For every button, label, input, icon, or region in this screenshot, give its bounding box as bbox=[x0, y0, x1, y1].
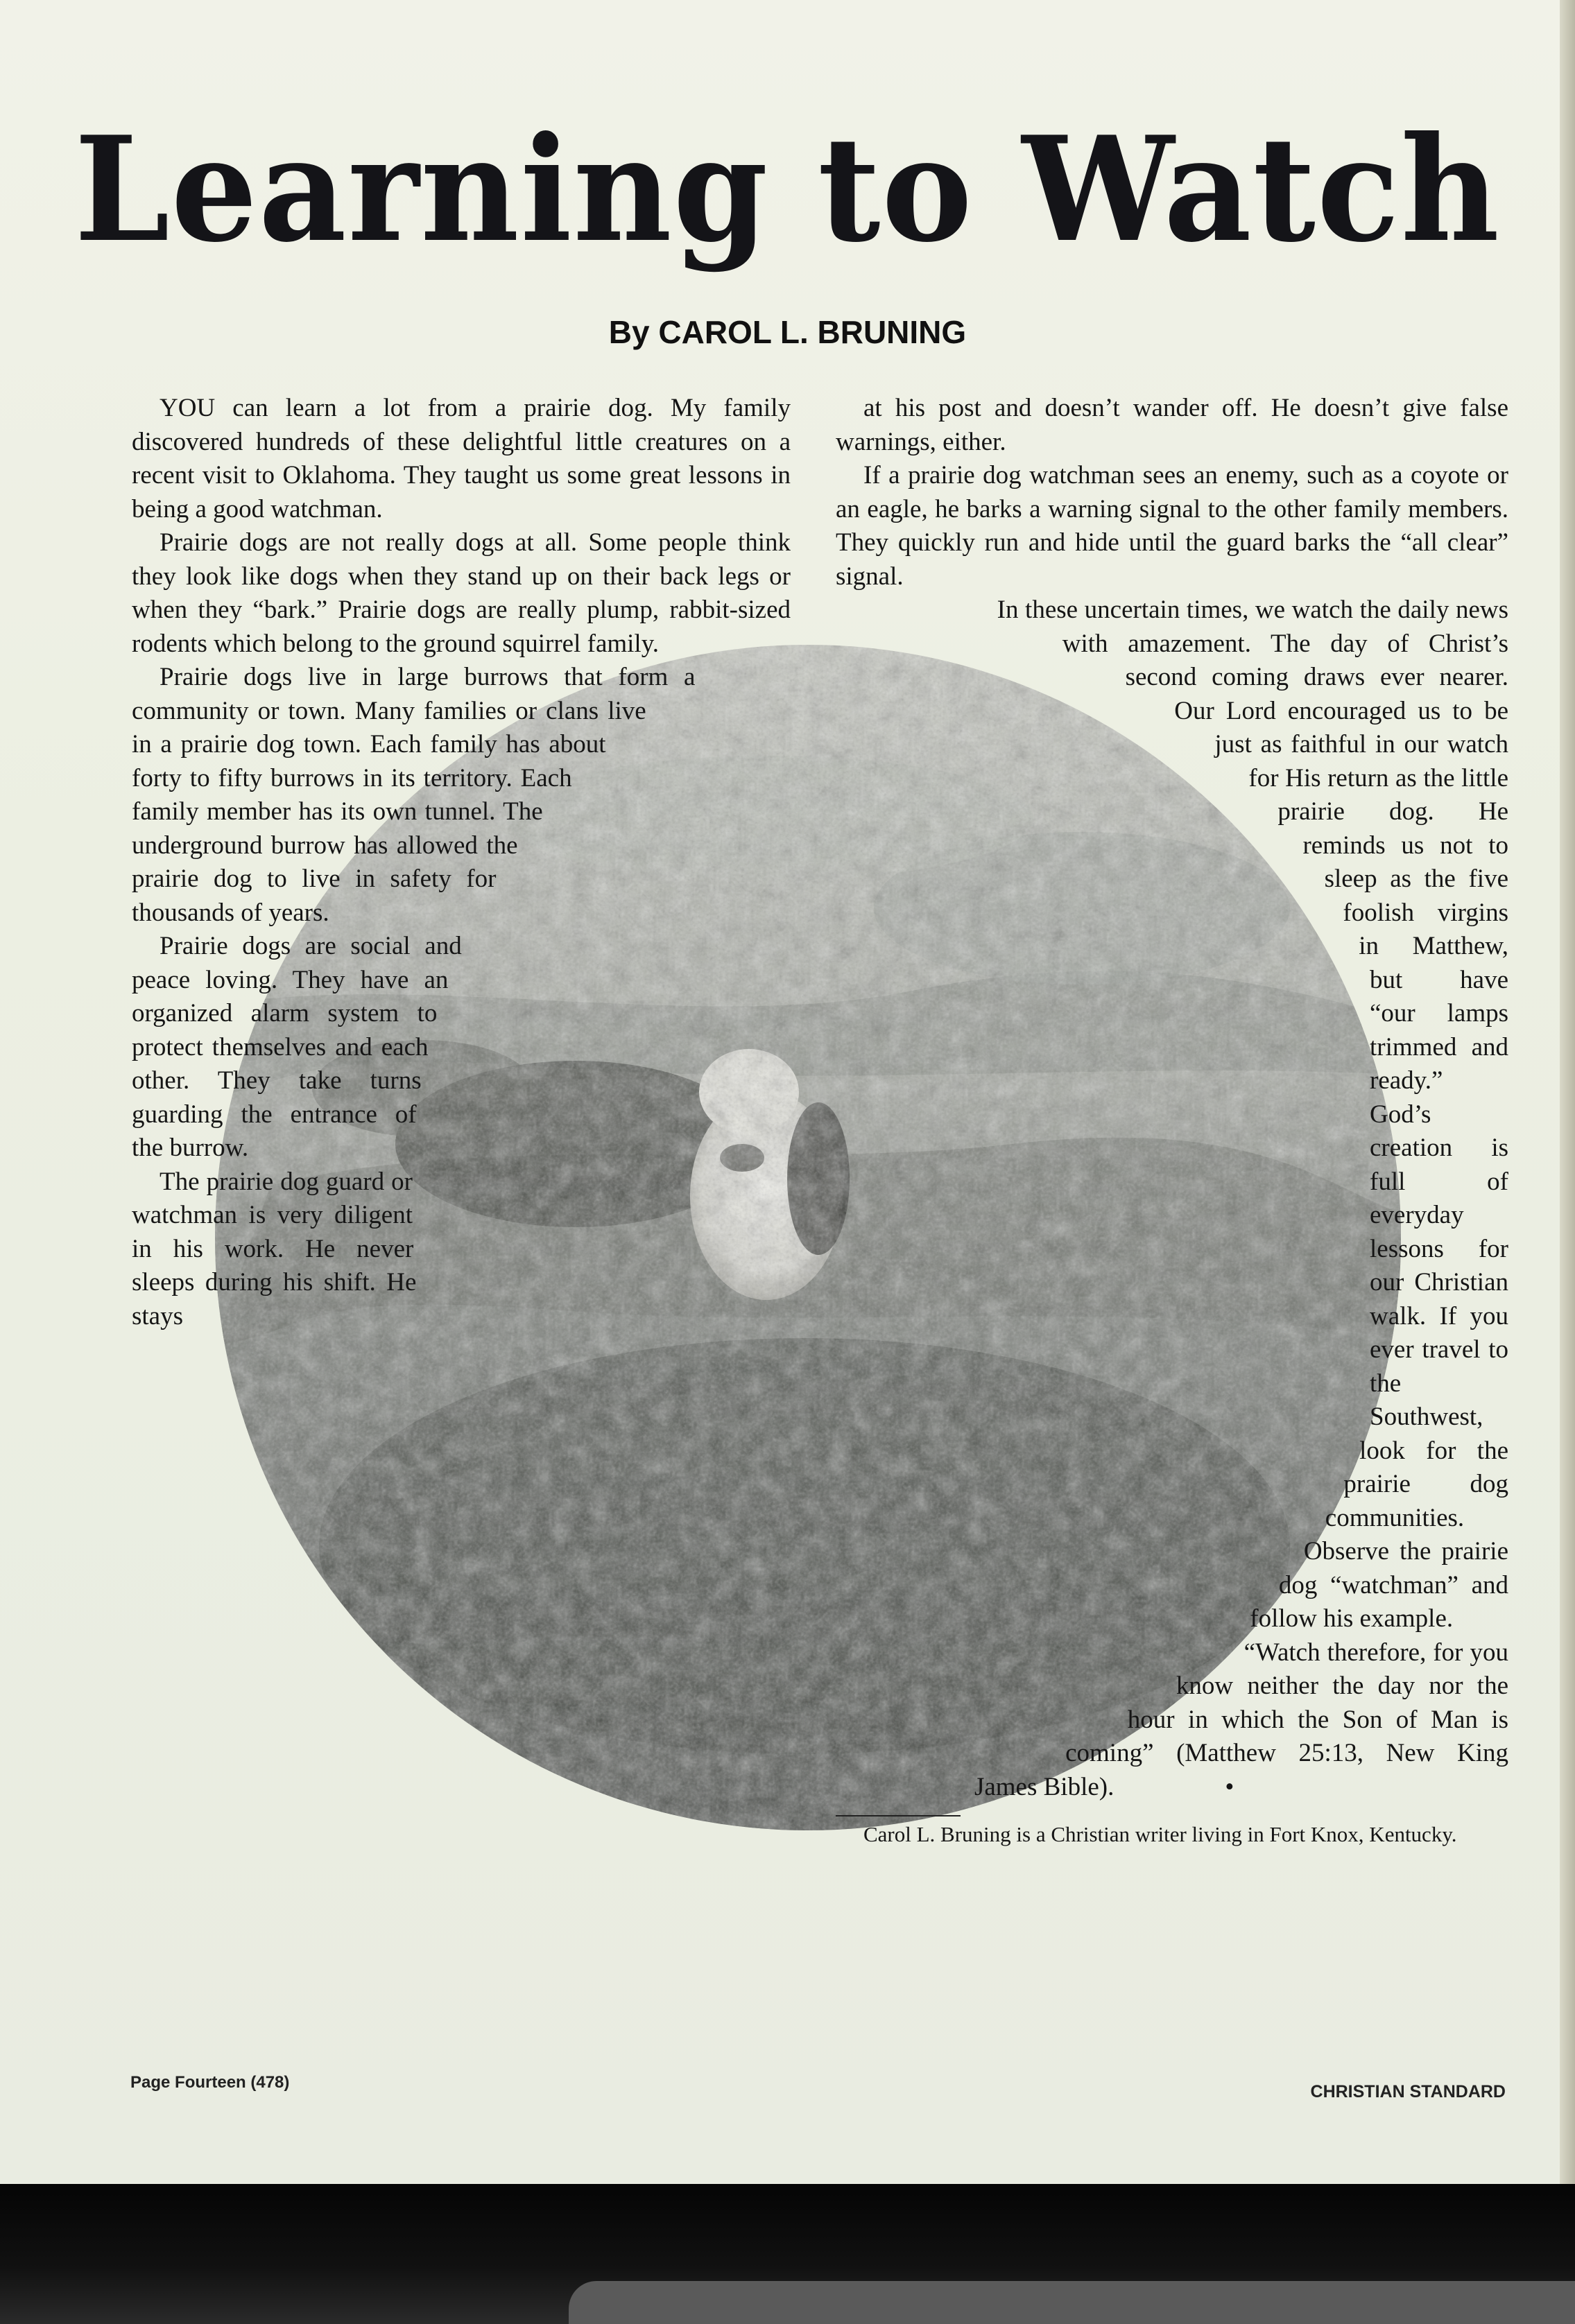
publication-footer: CHRISTIAN STANDARD bbox=[1310, 2082, 1506, 2101]
paragraph: at his post and doesn’t wander off. He doesn’t give false warnings, either. bbox=[836, 394, 1508, 456]
article-title: Learning to Watch bbox=[74, 105, 1501, 275]
paragraph: Prairie dogs live in large burrows that form a community or town. Many families or clans live in a prairie dog town. Each family has about forty to fifty burrows in its territory. Each family member has its own tunnel. The underground burrow has allowed the prairie dog to live in safety for thousands of years. bbox=[132, 663, 696, 927]
body-column-right bbox=[836, 392, 1508, 2056]
background-surface bbox=[569, 2281, 1575, 2324]
author-bio: Carol L. Bruning is a Christian writer living in Fort Knox, Kentucky. bbox=[863, 1822, 1457, 1846]
article-byline: By CAROL L. BRUNING bbox=[608, 314, 967, 350]
paragraph: Prairie dogs are not really dogs at all. Some people think they look like dogs when they stand up on their back legs or when they “bark.” Prairie dogs are really plump, rabbit-sized rodents which belong to the ground squirrel family. bbox=[132, 528, 791, 658]
page-number-footer: Page Fourteen (478) bbox=[130, 2073, 290, 2092]
paragraph: YOU can learn a lot from a prairie dog. My family discovered hundreds of these delightful little creatures on a recent visit to Oklahoma. They taught us some great lessons in being a good watchman. bbox=[132, 394, 791, 523]
body-column-left bbox=[132, 392, 791, 2056]
closing-quote: “Watch therefore, for you know neither the day nor the hour in which the Son of Man is coming” (Matthew 25:13, New King James Bible). bbox=[974, 1638, 1508, 1801]
end-mark: • bbox=[1225, 1772, 1234, 1801]
paragraph: Prairie dogs are social and peace loving. They have an organized alarm system to protect themselves and each other. They take turns guarding the entrance of the burrow. bbox=[132, 932, 462, 1162]
paragraph: If a prairie dog watchman sees an enemy, such as a coyote or an eagle, he barks a warning signal to the other family members. They quickly run and hide until the guard barks the “all clear” signal. bbox=[836, 461, 1508, 591]
paragraph: The prairie dog guard or watchman is very diligent in his work. He never sleeps during his shift. He stays bbox=[132, 1167, 417, 1330]
bio-rule bbox=[836, 1815, 961, 1816]
paragraph: In these uncertain times, we watch the daily news with amazement. The day of Christ’s second coming draws ever nearer. Our Lord encouraged us to be just as faithful in our watch for His return as the little prairie dog. He reminds us not to sleep as the five foolish virgins in Matthew, but have “our lamps trimmed and ready.” God’s creation is full of everyday lessons for our Christian walk. If you ever travel to the Southwest, look for the prairie dog communities. Observe the prairie dog “watchman” and follow his example. bbox=[997, 596, 1508, 1633]
